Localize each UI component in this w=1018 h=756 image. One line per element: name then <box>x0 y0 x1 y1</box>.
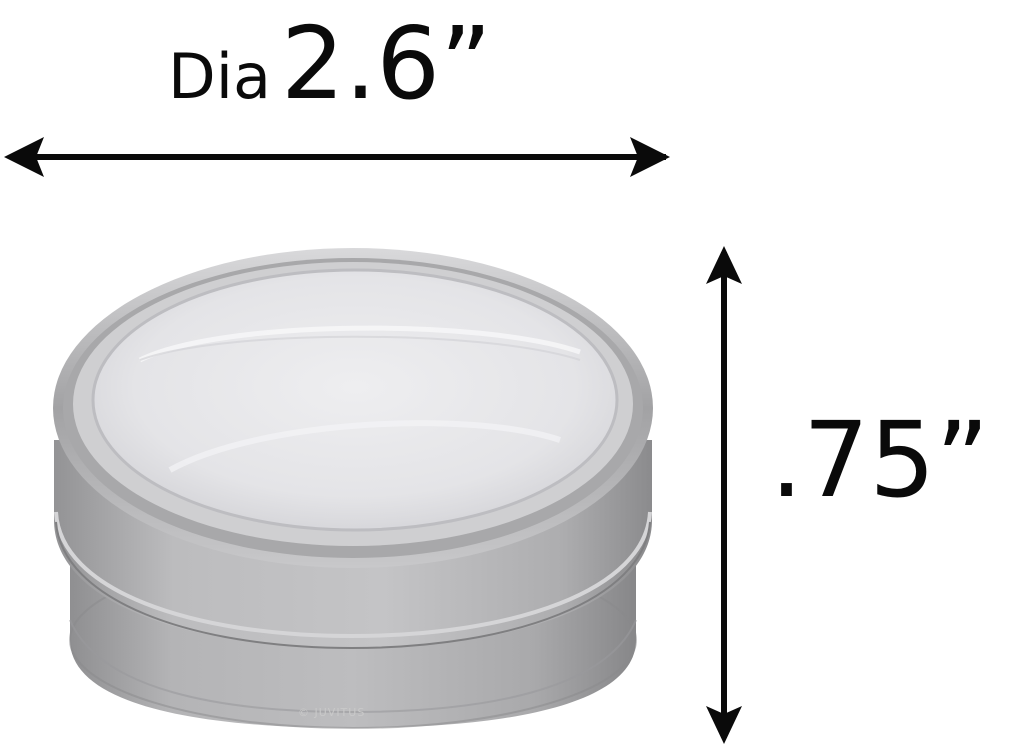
tin-clear-window <box>93 270 617 530</box>
diameter-label-value: 2.6” <box>280 5 492 122</box>
diameter-label <box>168 5 492 124</box>
height-dimension-arrow <box>706 246 742 744</box>
width-dimension-arrow <box>4 137 670 177</box>
watermark: © JUVITUS <box>298 706 366 719</box>
height-label: .75” <box>770 399 990 521</box>
diameter-label-prefix: Dia <box>168 40 271 113</box>
